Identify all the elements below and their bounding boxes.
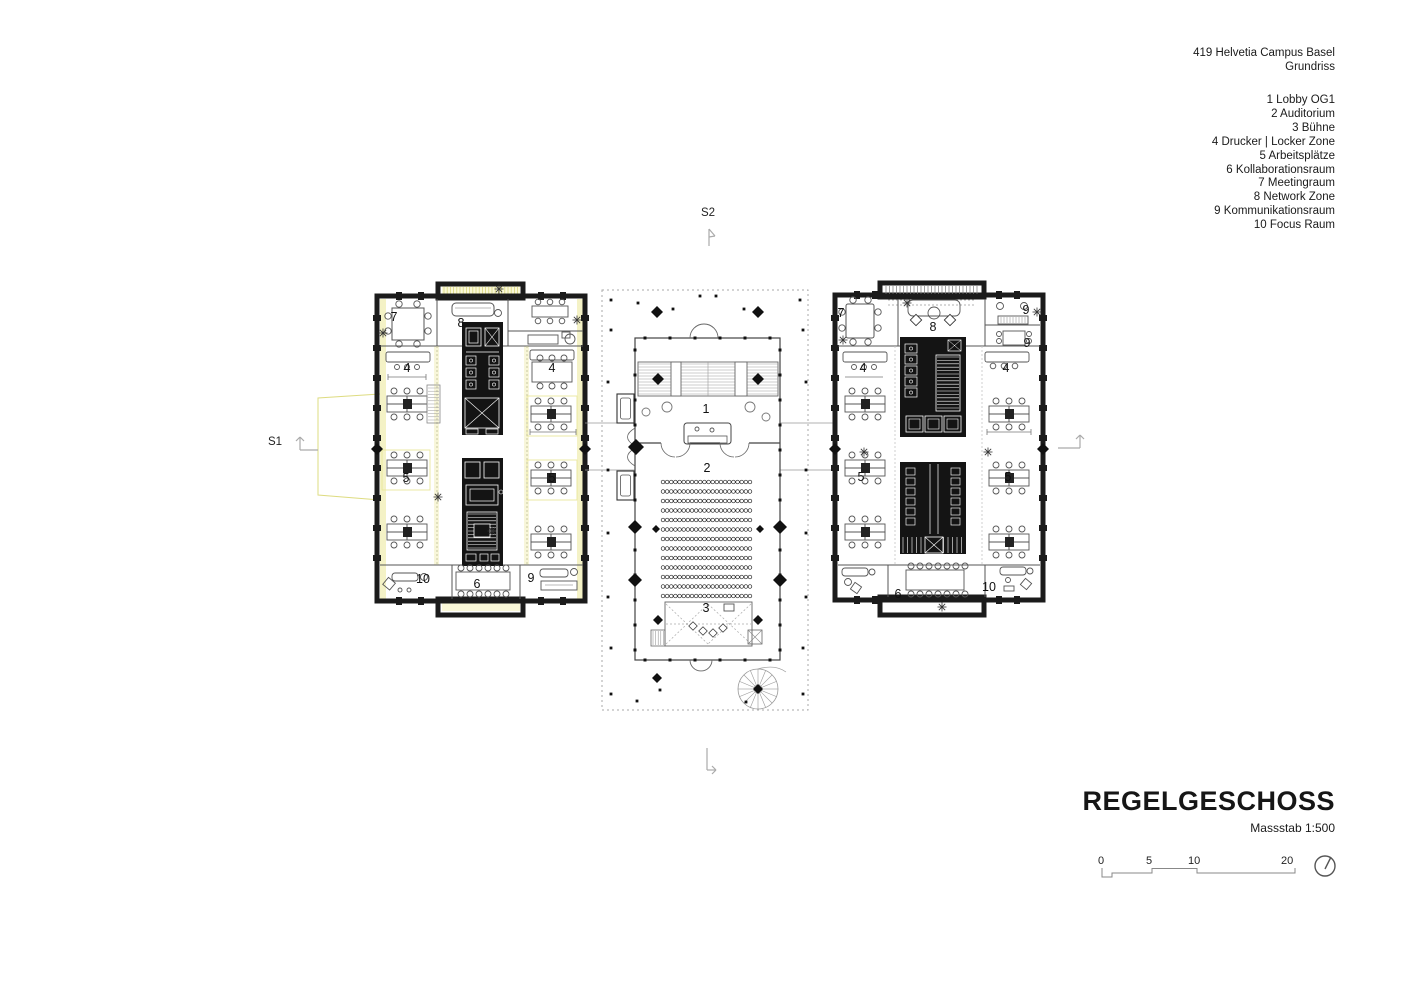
scale-bar (1102, 868, 1295, 877)
legend-item: 9 Kommunikationsraum (1214, 205, 1335, 218)
room-number-label: 5 (857, 470, 865, 484)
annotations (296, 229, 1335, 877)
room-number-label: 10 (982, 580, 996, 594)
room-number-label: 10 (416, 572, 430, 586)
legend-item: 8 Network Zone (1253, 191, 1335, 204)
room-number-label: 5 (1004, 470, 1012, 484)
header-block (1193, 46, 1335, 74)
title-block (1082, 786, 1335, 835)
scalebar-label-20: 20 (1281, 855, 1294, 867)
room-number-label: 9 (1022, 303, 1030, 317)
room-number-label: 9 (527, 571, 535, 585)
center-hall (585, 290, 835, 710)
room-number-label: 8 (457, 316, 465, 330)
legend-item: 3 Bühne (1292, 121, 1335, 134)
room-number-label: 7 (837, 306, 845, 320)
project-title: 419 Helvetia Campus Basel (1193, 47, 1335, 59)
left-wing (318, 284, 591, 615)
scalebar-label-10: 10 (1188, 855, 1201, 867)
section-mark-s1: S1 (268, 436, 283, 448)
legend-item: 5 Arbeitsplätze (1259, 149, 1335, 162)
room-number-label: 1 (702, 402, 710, 416)
legend-item: 6 Kollaborationsraum (1226, 163, 1335, 176)
scalebar-label-5: 5 (1146, 855, 1153, 867)
sheet-scale: Massstab 1:500 (1250, 821, 1335, 835)
room-number-label: 6 (473, 577, 481, 591)
legend-item: 2 Auditorium (1271, 107, 1335, 120)
right-wing (829, 283, 1049, 615)
room-legend (1212, 94, 1335, 233)
legend-item: 1 Lobby OG1 (1266, 94, 1335, 106)
scalebar-label-0: 0 (1098, 855, 1105, 867)
room-number-label: 8 (929, 320, 937, 334)
room-number-label: 7 (390, 310, 398, 324)
drawing-type: Grundriss (1285, 61, 1335, 73)
room-number-label: 5 (402, 471, 410, 485)
room-number-label: 5 (548, 471, 556, 485)
room-number-label: 4 (859, 361, 867, 375)
room-number-label: 2 (703, 461, 711, 475)
room-number-label: 4 (403, 361, 411, 375)
legend-item: 10 Focus Raum (1253, 219, 1335, 232)
legend-item: 7 Meetingraum (1258, 177, 1335, 190)
room-number-label: 9 (1023, 336, 1031, 350)
room-number-label: 4 (548, 361, 556, 375)
legend-item: 4 Drucker | Locker Zone (1211, 135, 1335, 148)
section-mark-s2: S2 (701, 207, 716, 219)
room-number-label: 3 (702, 601, 710, 615)
sheet-title: REGELGESCHOSS (1082, 786, 1335, 816)
room-number-label: 6 (894, 587, 902, 601)
room-number-label: 4 (1002, 361, 1010, 375)
